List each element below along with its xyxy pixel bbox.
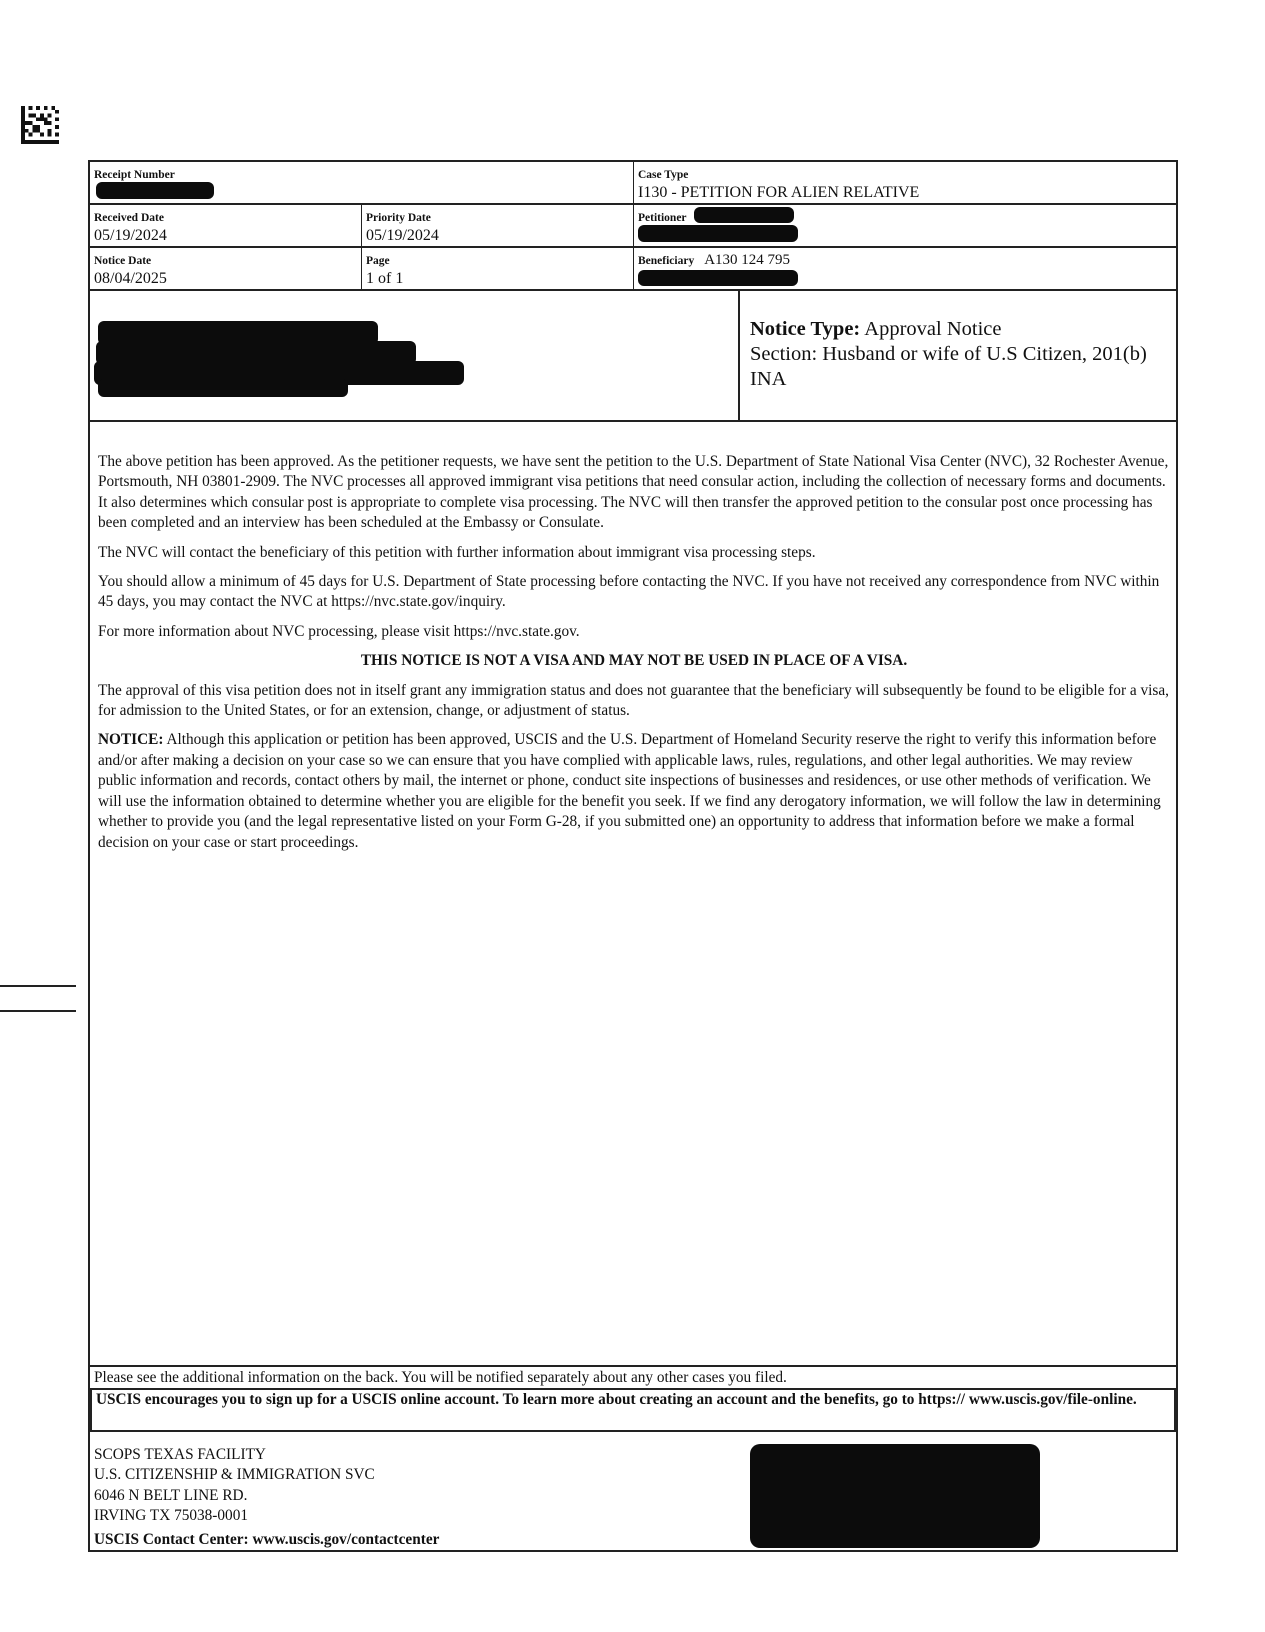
receipt-number-cell [90,162,634,203]
additional-info-line: Please see the additional information on the back. You will be notified separately about any other cases you filed. [90,1365,1176,1388]
notice-type-value: Approval Notice [864,318,1002,340]
redaction-mark [638,225,798,242]
page-label: Page [366,255,390,267]
received-date-value: 05/19/2024 [94,227,167,244]
petitioner-label: Petitioner [638,212,687,224]
case-type-label: Case Type [638,169,689,181]
beneficiary-label: Beneficiary [638,255,695,267]
body-paragraph: For more information about NVC processing, please visit https://nvc.state.gov. [98,622,580,640]
notice-paragraph [98,730,1170,852]
beneficiary-cell [634,248,1176,289]
notice-label: NOTICE: [98,731,164,749]
addressee-block [90,291,740,420]
notice-type-label: Notice Type: [750,318,861,340]
redaction-mark [638,270,798,286]
margin-mark [0,985,76,987]
address-line: U.S. CITIZENSHIP & IMMIGRATION SVC [94,1466,375,1484]
address-line: 6046 N BELT LINE RD. [94,1486,248,1504]
redaction-mark [750,1444,1040,1548]
case-type-value: I130 - PETITION FOR ALIEN RELATIVE [638,184,920,201]
received-date-cell [90,205,362,246]
header-row-notice [90,248,1176,291]
notice-date-label: Notice Date [94,255,152,267]
notice-body [98,452,1170,862]
redaction-mark [694,207,794,223]
body-paragraph: You should allow a minimum of 45 days for U.S. Department of State processing before contacting the NVC. If you have not received any correspondence from NVC within 45 days, you may contact the NVC at https://nvc.state.gov/inquiry. [98,573,1160,611]
addressee-band [90,291,1176,422]
redaction-mark [96,182,214,199]
body-paragraph: The above petition has been approved. As the petitioner requests, we have sent the petition to the U.S. Department of State National Visa Center (NVC), 32 Rochester Avenue, Portsmouth, NH 03801-2909. The NVC processes all approved immigrant visa petitions that need consular action, including the collection of necessary forms and documents. It also determines which consular post is appropriate to complete visa processing. The NVC will then transfer the approved petition to the consular post once processing has been completed and an interview has been scheduled at the Embassy or Consulate. [98,453,1169,532]
header-row-receipt [90,162,1176,205]
not-a-visa-warning: THIS NOTICE IS NOT A VISA AND MAY NOT BE USED IN PLACE OF A VISA. [360,652,908,670]
page-cell [362,248,634,289]
notice-date-cell [90,248,362,289]
notice-text: Although this application or petition has been approved, USCIS and the U.S. Department of Homeland Security reserve the right to verify this information before and/or after making a decision on your case so we can ensure that you have complied with applicable laws, rules, regulations, and other legal authorities. We may review public information and records, contact others by mail, the internet or phone, conduct site inspections of businesses and residences, or use other methods of verification. We will use the information obtained to determine whether you are eligible for the benefit you seek. If we find any derogatory information, we will follow the law in determining whether to provide you (and the legal representative listed on your Form G-28, if you submitted one) an opportunity to address that information before we make a formal decision on your case or start proceedings. [98,731,1161,851]
uscis-address [94,1445,375,1527]
address-line: IRVING TX 75038-0001 [94,1507,248,1525]
petitioner-cell [634,205,1176,246]
address-line: SCOPS TEXAS FACILITY [94,1446,266,1463]
priority-date-value: 05/19/2024 [366,227,439,244]
notice-date-value: 08/04/2025 [94,270,167,287]
body-paragraph: The NVC will contact the beneficiary of this petition with further information about immigrant visa processing steps. [98,543,816,561]
notice-section: Section: Husband or wife of U.S Citizen, 201(b) INA [750,343,1147,390]
redaction-mark [98,379,348,397]
beneficiary-a-number: A130 124 795 [704,252,791,268]
priority-date-cell [362,205,634,246]
page-value: 1 of 1 [366,270,404,287]
header-row-dates [90,205,1176,248]
case-type-cell [634,162,1176,203]
contact-center-line: USCIS Contact Center: www.uscis.gov/contactcenter [94,1531,440,1548]
datamatrix-barcode-icon [20,106,60,144]
priority-date-label: Priority Date [366,212,431,224]
body-paragraph: The approval of this visa petition does not in itself grant any immigration status and does not guarantee that the beneficiary will subsequently be found to be eligible for a visa, for admission to the United States, or for an extension, change, or adjustment of status. [98,681,1169,720]
received-date-label: Received Date [94,212,164,224]
approval-notice-form [88,160,1178,1552]
notice-type-block [740,291,1176,420]
online-account-box: USCIS encourages you to sign up for a USCIS online account. To learn more about creating an account and the benefits, go to https:// www.uscis.gov/file-online. [90,1388,1176,1432]
receipt-number-label: Receipt Number [94,169,175,181]
margin-mark [0,1010,76,1012]
